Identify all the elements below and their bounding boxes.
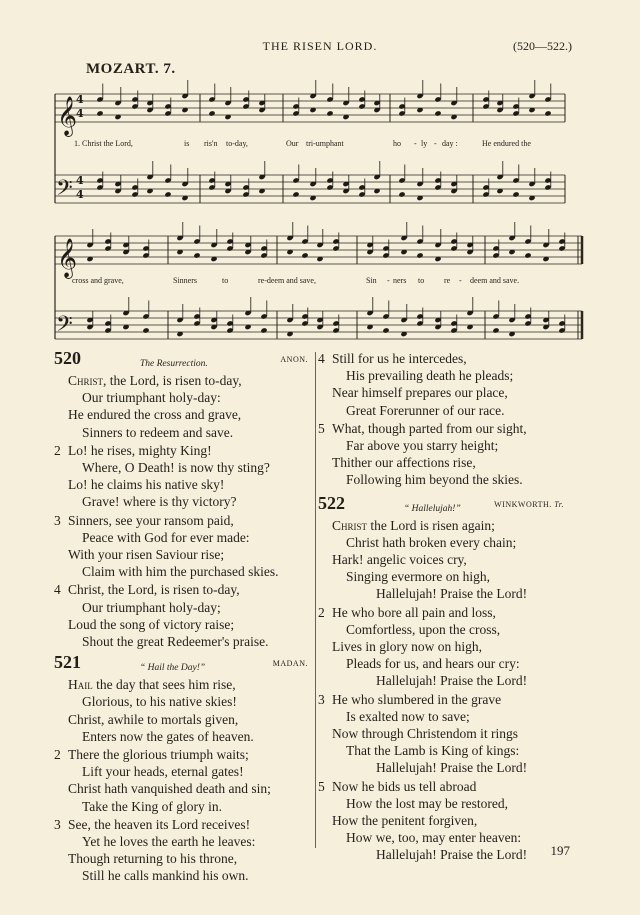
note-head bbox=[398, 191, 405, 197]
note-head bbox=[326, 110, 333, 116]
verse-line: Still for us he intercedes, bbox=[332, 351, 467, 366]
bass-clef-icon: 𝄢 bbox=[56, 176, 73, 206]
lyric-syllable: Sin bbox=[366, 276, 377, 285]
verse-line: Near himself prepares our place, bbox=[332, 385, 508, 401]
hymn-title: “ Hail the Day!” bbox=[140, 663, 206, 674]
hymn-522-stanzas bbox=[318, 517, 568, 864]
tune-name: MOZART. 7. bbox=[86, 61, 176, 77]
stanza bbox=[54, 746, 312, 815]
verse-line bbox=[68, 676, 312, 693]
stanza-number: 2 bbox=[54, 442, 61, 458]
stanza bbox=[318, 604, 568, 690]
verse-line: Shout the great Redeemer's praise. bbox=[82, 634, 269, 650]
verse-line: How the lost may be restored, bbox=[346, 795, 508, 811]
stanza-number: 4 bbox=[54, 582, 61, 598]
stanza-number: 4 bbox=[318, 351, 325, 366]
verse-line: Grave! where is thy victory? bbox=[82, 494, 237, 510]
hymn-author bbox=[494, 496, 564, 513]
refrain-line: Hallelujah! Praise the Lord! bbox=[376, 847, 528, 863]
verse-line: Lives in glory now on high, bbox=[332, 639, 482, 655]
hymn-title: “ Hallelujah!” bbox=[404, 503, 461, 514]
lyric-syllable: ners bbox=[393, 276, 407, 285]
verse-line: Christ hath broken every chain; bbox=[346, 534, 517, 550]
verse-line: How the penitent forgiven, bbox=[332, 813, 478, 829]
verse-line-rest: the day that sees him rise, bbox=[92, 677, 236, 693]
verse-line: Yet he loves the earth he leaves: bbox=[82, 834, 256, 850]
verse-initial-word: Christ bbox=[332, 517, 368, 533]
stanza bbox=[54, 512, 312, 581]
verse-line: Where, O Death! is now thy sting? bbox=[82, 460, 270, 476]
treble-clef-icon: 𝄞 bbox=[57, 96, 78, 136]
hymn-title: The Resurrection. bbox=[140, 359, 208, 369]
verse-line: Sinners, see your ransom paid, bbox=[68, 512, 234, 528]
note-head bbox=[193, 252, 200, 258]
page-header-title: THE RISEN LORD. bbox=[262, 39, 378, 53]
treble-clef-icon: 𝄞 bbox=[57, 238, 78, 278]
stanza-number: 3 bbox=[318, 691, 325, 707]
page-header-numbers: (520—522.) bbox=[513, 39, 572, 53]
stanza-number: 5 bbox=[318, 420, 325, 436]
stanza-number: 3 bbox=[54, 512, 61, 528]
verse-line: Christ, awhile to mortals given, bbox=[68, 711, 239, 727]
stanza-number: 2 bbox=[318, 604, 325, 620]
stanza bbox=[318, 517, 568, 603]
time-signature: 4 bbox=[76, 107, 84, 120]
refrain-line: Hallelujah! Praise the Lord! bbox=[376, 760, 528, 776]
verse-line: Christ, the Lord, is risen to-day, bbox=[68, 582, 240, 598]
lyric-syllable: to bbox=[418, 276, 425, 285]
note-head bbox=[492, 327, 499, 333]
verse-line-rest: , the Lord, is risen to-day, bbox=[103, 373, 242, 388]
page-number: 197 bbox=[550, 843, 570, 858]
verse-line: Comfortless, upon the cross, bbox=[346, 621, 501, 637]
verse-line: Hark! angelic voices cry, bbox=[332, 552, 467, 568]
stanza-number: 3 bbox=[54, 816, 61, 832]
stanza bbox=[318, 691, 568, 777]
note-head bbox=[434, 110, 441, 116]
hymn-number: 521 bbox=[54, 652, 81, 673]
stanza bbox=[54, 372, 312, 441]
verse-line: Enters now the gates of heaven. bbox=[82, 728, 254, 744]
verse-line: He endured the cross and grave, bbox=[68, 407, 242, 423]
verse-line: Christ hath vanquished death and sin; bbox=[68, 781, 271, 797]
verse-line: Take the King of glory in. bbox=[82, 798, 223, 814]
verse-line: Following him beyond the skies. bbox=[346, 472, 523, 488]
lyric-syllable: to-day, bbox=[226, 139, 248, 148]
verse-line: Sinners to redeem and save. bbox=[82, 424, 234, 440]
verse-line: Loud the song of victory raise; bbox=[68, 616, 235, 632]
note-head bbox=[260, 327, 267, 333]
verse-line: His prevailing death he pleads; bbox=[346, 368, 514, 384]
stanza bbox=[318, 350, 568, 419]
right-column bbox=[318, 350, 568, 865]
verse-line: Pleads for us, and hears our cry: bbox=[346, 656, 520, 672]
verse-line: Though returning to his throne, bbox=[68, 851, 238, 867]
note-head bbox=[142, 327, 149, 333]
lyric-syllable: - bbox=[387, 276, 390, 285]
verse-line: Is exalted now to save; bbox=[346, 708, 470, 724]
hymn-number: 522 bbox=[318, 492, 345, 513]
note-head bbox=[292, 191, 299, 197]
stanza bbox=[318, 778, 568, 864]
author-name: WINKWORTH. bbox=[494, 499, 552, 509]
verse-line: Now through Christendom it rings bbox=[332, 726, 518, 742]
lyric-syllable: deem and save. bbox=[470, 276, 520, 285]
lyric-syllable: - bbox=[459, 276, 462, 285]
verse-line bbox=[332, 517, 568, 534]
lyric-syllable: cross and grave, bbox=[72, 276, 124, 285]
note-head bbox=[544, 110, 551, 116]
note-head bbox=[524, 252, 531, 258]
lyric-syllable: - bbox=[434, 139, 437, 148]
verse-line: See, the heaven its Lord receives! bbox=[68, 816, 251, 832]
verse-initial-word: Hail bbox=[68, 677, 93, 693]
verse-line: There the glorious triumph waits; bbox=[68, 747, 249, 763]
hymn-521-header bbox=[54, 654, 312, 676]
time-signature: 4 bbox=[76, 174, 84, 187]
lyric-syllable: tri-umphant bbox=[306, 139, 344, 148]
hymn-520-header bbox=[54, 350, 312, 372]
refrain-line: Hallelujah! Praise the Lord! bbox=[376, 673, 528, 689]
lyric-syllable: day : bbox=[442, 139, 458, 148]
lyric-syllable: ho bbox=[393, 139, 401, 148]
hymn-520-continued bbox=[318, 350, 568, 489]
verse-line: Great Forerunner of our race. bbox=[346, 402, 505, 418]
stanza bbox=[318, 420, 568, 489]
note-head bbox=[512, 191, 519, 197]
lyric-syllable: to bbox=[222, 276, 229, 285]
verse-line: Singing evermore on high, bbox=[346, 569, 490, 585]
column-divider bbox=[315, 352, 316, 848]
author-suffix: Tr. bbox=[554, 499, 564, 509]
stanza bbox=[54, 676, 312, 745]
verse-line: Lo! he claims his native sky! bbox=[68, 477, 225, 493]
verse-line: Lift your heads, eternal gates! bbox=[82, 764, 244, 780]
verse-line: What, though parted from our sight, bbox=[332, 420, 527, 436]
verse-line: Peace with God for ever made: bbox=[82, 529, 250, 545]
stanza-number: 5 bbox=[318, 778, 325, 794]
verse-line: How we, too, may enter heaven: bbox=[346, 830, 522, 846]
time-signature: 4 bbox=[76, 188, 84, 201]
note-head bbox=[208, 110, 215, 116]
note-head bbox=[96, 110, 103, 116]
verse-line: He who bore all pain and loss, bbox=[332, 604, 496, 620]
hymn-520-stanzas bbox=[54, 372, 312, 650]
note-head bbox=[416, 252, 423, 258]
verse-line: Claim with him the purchased skies. bbox=[82, 564, 279, 580]
hymn-number: 520 bbox=[54, 348, 81, 368]
lyric-syllable: re bbox=[444, 276, 451, 285]
verse-line-rest: the Lord is risen again; bbox=[367, 517, 495, 533]
time-signature: 4 bbox=[76, 93, 84, 106]
verse-line: Lo! he rises, mighty King! bbox=[68, 442, 212, 458]
lyric-syllable: Our bbox=[286, 139, 299, 148]
lyric-syllable: ly bbox=[421, 139, 428, 148]
verse-line: With your risen Saviour rise; bbox=[68, 547, 225, 563]
lyric-syllable: He endured the bbox=[482, 139, 531, 148]
note-head bbox=[301, 252, 308, 258]
verse-line: Still he calls mankind his own. bbox=[82, 868, 249, 884]
verse-line: Glorious, to his native skies! bbox=[82, 694, 237, 710]
lyric-syllable: re-deem and save, bbox=[258, 276, 316, 285]
lyric-syllable: is bbox=[184, 139, 190, 148]
hymn-521-stanzas bbox=[54, 676, 312, 884]
lyric-syllable: Sinners bbox=[173, 276, 197, 285]
hymn-522-header bbox=[318, 492, 568, 517]
hymn-author: ANON. bbox=[280, 355, 308, 364]
bass-clef-icon: 𝄢 bbox=[56, 312, 73, 342]
verse-line: Our triumphant holy-day; bbox=[82, 599, 221, 615]
verse-initial-word: Christ bbox=[68, 373, 104, 388]
lyric-syllable: ris'n bbox=[204, 139, 218, 148]
music-score bbox=[0, 0, 640, 350]
note-head bbox=[382, 327, 389, 333]
stanza bbox=[54, 442, 312, 511]
verse-line: Thither our affections rise, bbox=[332, 455, 476, 471]
verse-line: Our triumphant holy-day: bbox=[82, 390, 221, 406]
note-head bbox=[164, 191, 171, 197]
left-column bbox=[54, 350, 312, 886]
stanza bbox=[54, 581, 312, 650]
hymn-author: MADAN. bbox=[272, 659, 308, 669]
lyric-syllable: - bbox=[414, 139, 417, 148]
stanza-number: 2 bbox=[54, 747, 61, 763]
verse-line: Far above you starry height; bbox=[346, 438, 499, 454]
verse-line: That the Lamb is King of kings: bbox=[346, 743, 520, 759]
stanza bbox=[54, 816, 312, 885]
verse-line: Now he bids us tell abroad bbox=[332, 778, 477, 794]
lyric-syllable: 1. Christ the Lord, bbox=[74, 139, 133, 148]
refrain-line: Hallelujah! Praise the Lord! bbox=[376, 586, 528, 602]
verse-line: He who slumbered in the grave bbox=[332, 691, 502, 707]
verse-line bbox=[68, 372, 312, 389]
